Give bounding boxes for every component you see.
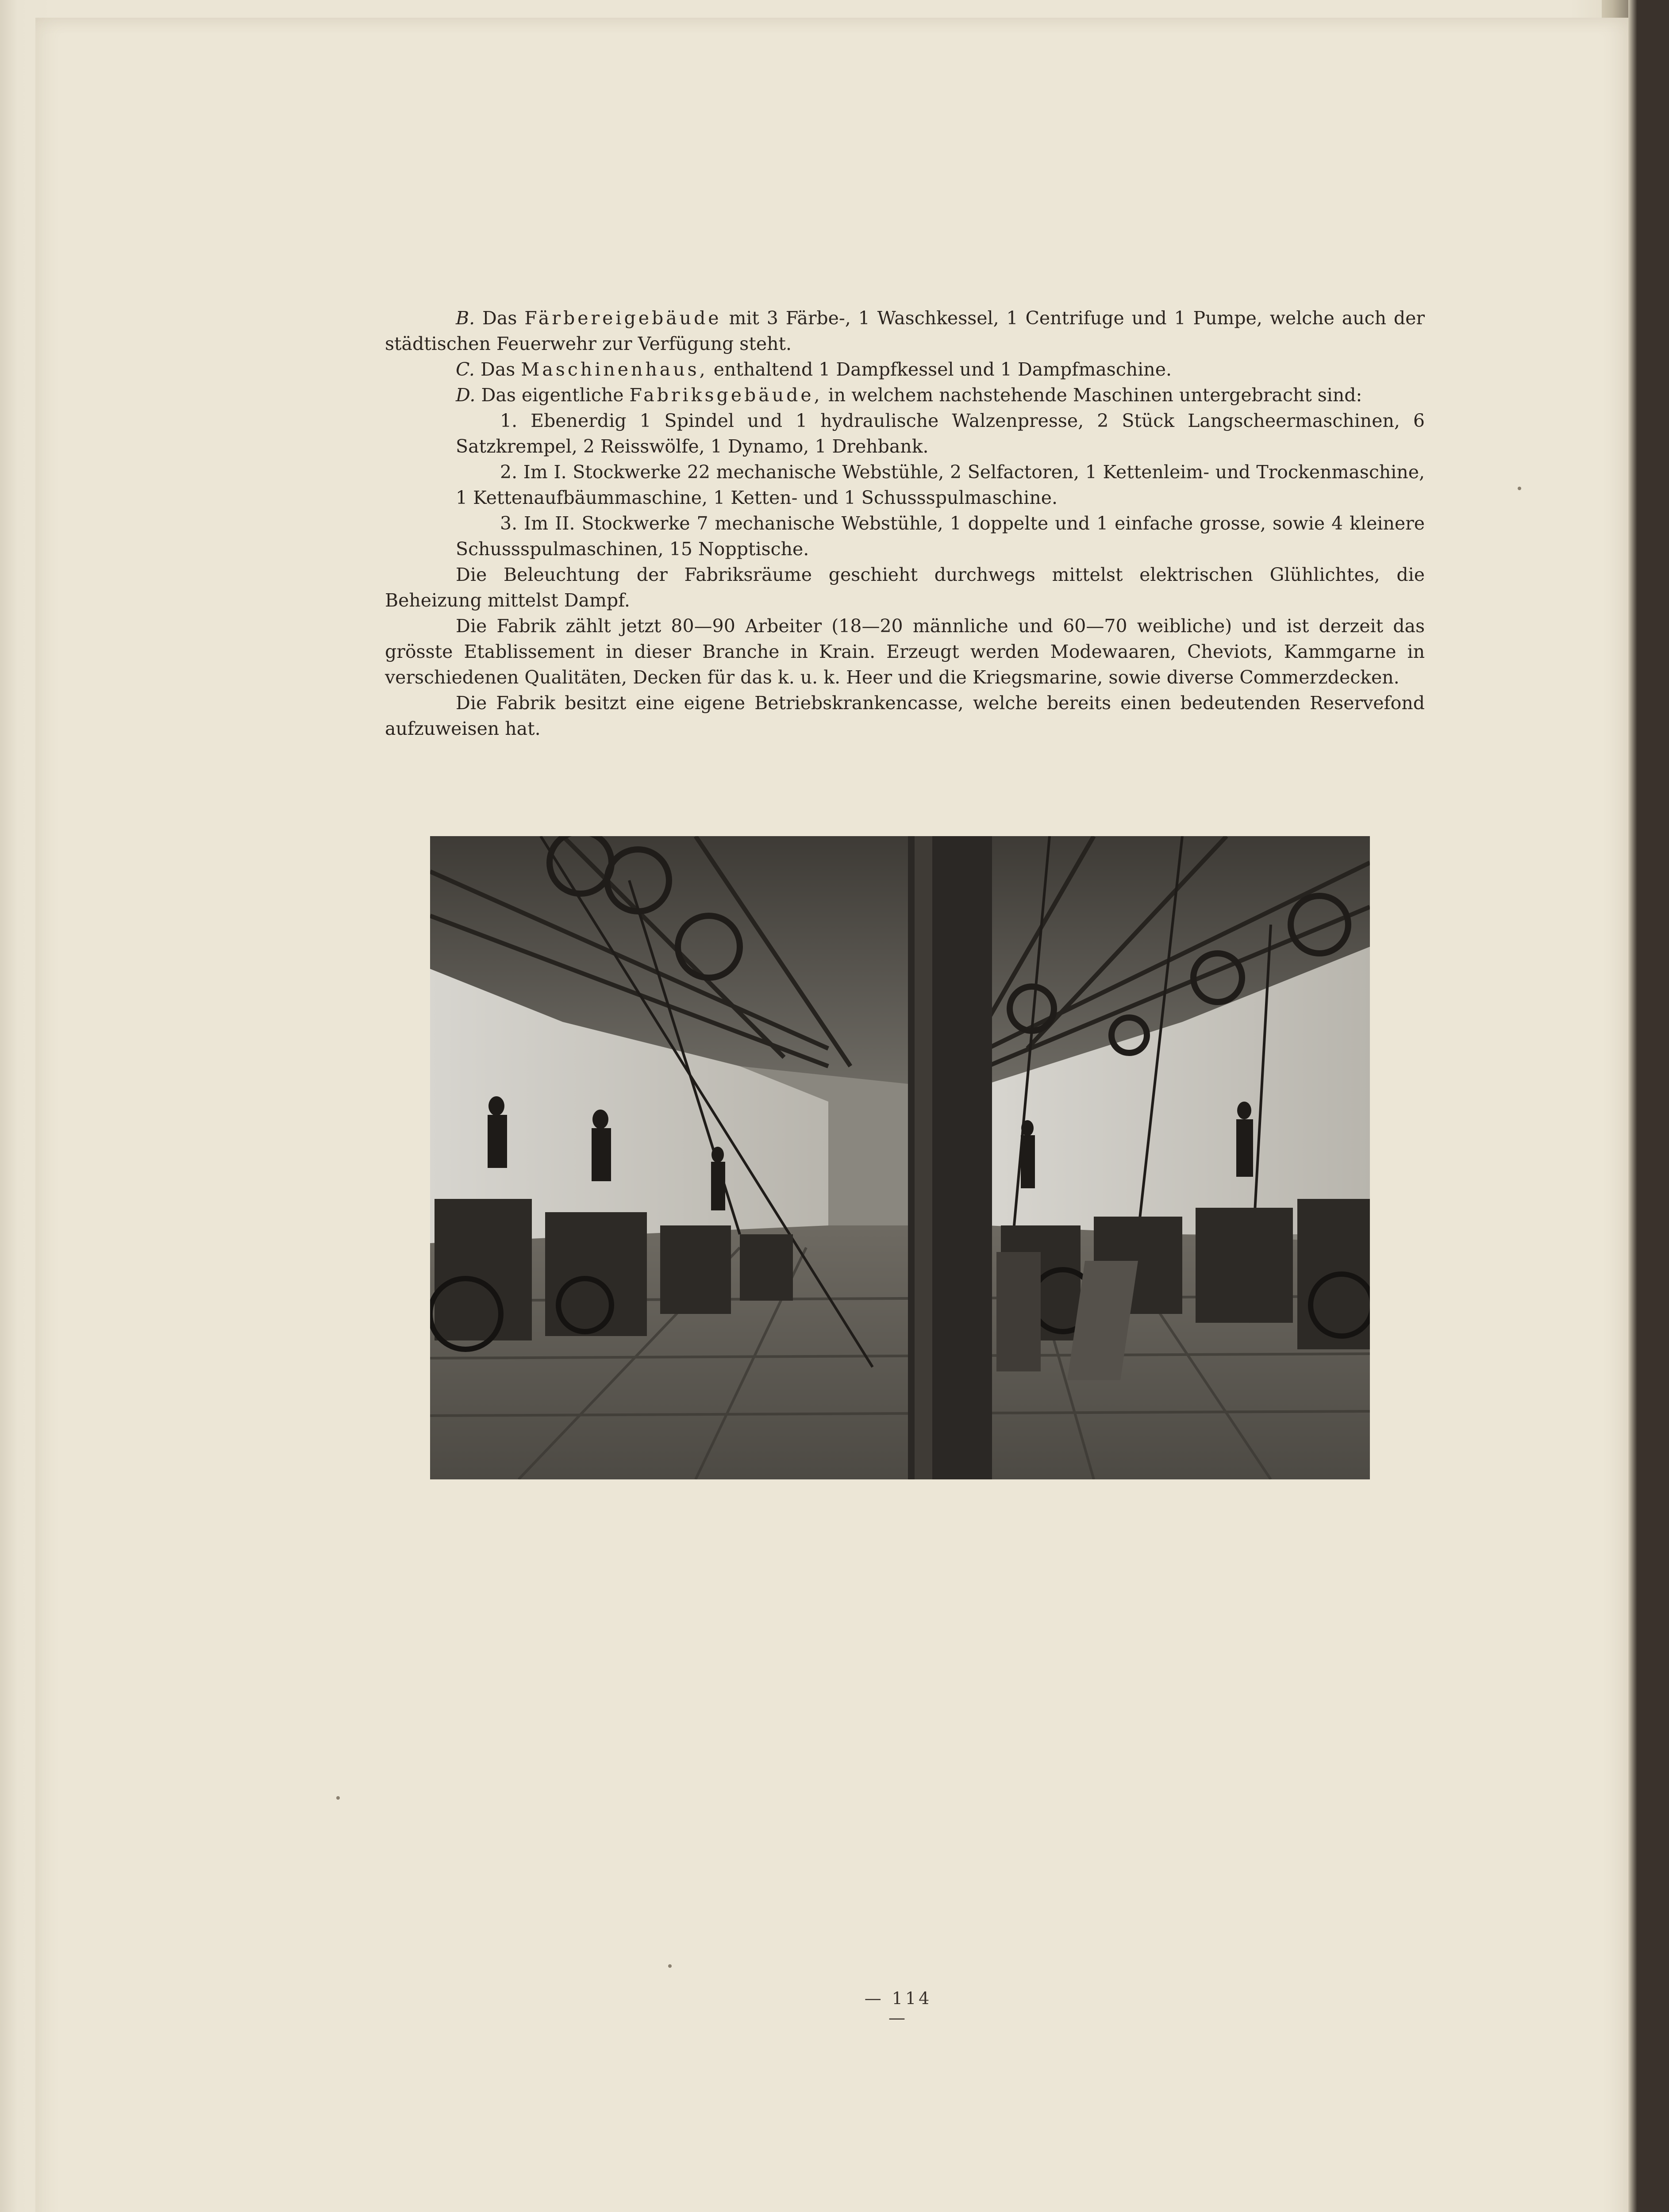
factory-interior-photo: [430, 836, 1370, 1479]
page-number: — 114 —: [864, 1989, 932, 2028]
paragraph-lighting: Die Beleuchtung der Fabriksräume geschieht durchwegs mittelst elektrischen Glühlichtes, die Beheizung mittelst Dampf.: [385, 564, 1425, 611]
paragraph-b: B. Das Färbereigebäude mit 3 Färbe-, 1 Waschkessel, 1 Centrifuge und 1 Pumpe, welche auch der städtischen Feuerwehr zur Verfügung steht.: [385, 307, 1425, 354]
paper-speck: [1518, 487, 1521, 490]
list-item-2: 2. Im I. Stockwerke 22 mechanische Webstühle, 2 Selfactoren, 1 Kettenleim- und Trockenmaschine, 1 Kettenaufbäummaschine, 1 Ketten- und 1 Schussspulmaschine.: [456, 461, 1425, 508]
body-text: [385, 305, 1425, 741]
list-item-3: 3. Im II. Stockwerke 7 mechanische Webstühle, 1 doppelte und 1 einfache grosse, sowie 4 kleinere Schussspulmaschinen, 15 Nopptische.: [456, 513, 1425, 560]
paper-speck: [668, 1964, 672, 1968]
paragraph-d: D. Das eigentliche Fabriksgebäude, in welchem nachstehende Maschinen untergebracht sind:: [456, 384, 1362, 406]
list-item-1: 1. Ebenerdig 1 Spindel und 1 hydraulische Walzenpresse, 2 Stück Langscheermaschinen, 6 Satzkrempel, 2 Reisswölfe, 1 Dynamo, 1 Drehbank.: [456, 410, 1425, 457]
paragraph-c: C. Das Maschinenhaus, enthaltend 1 Dampfkessel und 1 Dampfmaschine.: [456, 359, 1172, 380]
paper-speck: [336, 1796, 340, 1800]
book-page: [35, 18, 1628, 2212]
paragraph-workers: Die Fabrik zählt jetzt 80—90 Arbeiter (18—20 männliche und 60—70 weibliche) und ist derzeit das grösste Etablissement in dieser Branche in Krain. Erzeugt werden Modewaaren, Cheviots, Kammgarne in verschiedenen Qualitäten, Decken für das k. u. k. Heer und die Kriegsmarine, sowie diverse Commerzdecken.: [385, 615, 1425, 688]
factory-photo-illustration: [430, 836, 1370, 1479]
paragraph-health-fund: Die Fabrik besitzt eine eigene Betriebskrankencasse, welche bereits einen bedeutenden Reservefond aufzuweisen hat.: [385, 692, 1425, 739]
